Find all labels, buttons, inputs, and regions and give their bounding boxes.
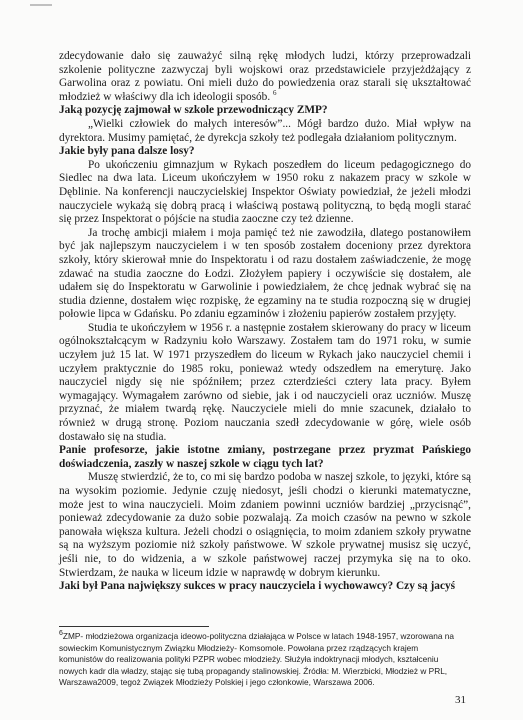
paragraph: Ja trochę ambicji miałem i moja pamięć też nie zawodziła, dlatego postanowiłem być jak najlepszym nauczycielem i w ten sposób zostałem doceniony przez dyrektora szkoły, który skierował mnie do Inspektoratu i od razu dostałem zaświadczenie, że mogę zdawać na studia zaoczne do Łodzi. Złożyłem papiery i oczywiście się dostałem, ale udałem się do Inspektoratu w Garwolinie i powiedziałem, że chcę jednak wybrać się na studia dzienne, dostałem więc rozpiskę, że egzaminy na te studia rozpoczną się w drugiej połowie lipca w Gdańsku. Po zdaniu egzaminów i złożeniu papierów zostałem przyjęty. <box>59 226 471 321</box>
footnote-number: 6 <box>59 630 63 638</box>
question-heading: Jakie były pana dalsze losy? <box>59 145 195 158</box>
footnote <box>59 631 472 689</box>
question-heading: Jaką pozycję zajmował w szkole przewodniczący ZMP? <box>59 104 328 117</box>
paragraph: Studia te ukończyłem w 1956 r. a następnie zostałem skierowany do pracy w liceum ogólnokształcącym w Radzyniu koło Warszawy. Zostałem tam do 1971 roku, w sumie uczyłem już 15 lat. W 1971 przyszedłem do liceum w Rykach jako nauczyciel chemii i uczyłem praktycznie do 1985 roku, ponieważ wtedy odszedłem na emeryturę. Jako nauczyciel nigdy się nie spóźniłem; przez czterdzieści cztery lata pracy. Byłem wymagający. Wymagałem zarówno od siebie, jak i od nauczycieli oraz uczniów. Muszę przyznać, że miałem twardą rękę. Nauczyciele mieli do mnie szacunek, działało to również w drugą stronę. Poziom nauczania szedł zdecydowanie w górę, wiele osób dostawało się na studia. <box>59 321 471 443</box>
footnote-line: sowieckim Komunistycznym Związku Młodzieży- Komsomole. Powołana przez rządzących krajem <box>59 642 419 653</box>
footnote-line: komunistów do realizowania polityki PZPR wobec młodzieży. Służyła indoktrynacji młodych, kształceniu <box>59 654 439 665</box>
paragraph: zdecydowanie dało się zauważyć silną rękę młodych ludzi, którzy przeprowadzali szkolenie polityczne zazwyczaj byli wojskowi oraz przedstawiciele przyjeżdżający z Garwolina oraz z powiatu. Oni mieli dużo do powiedzenia oraz starali się ukształtować młodzież w właściwy dla ich ideologii sposób. $^6$ <box>59 50 471 103</box>
footnote-line: nowych kadr dla władzy, stając się tubą propagandy stalinowskiej. Źródła: M. Wierzbicki, Młodzież w PRL, <box>59 665 448 676</box>
paragraph: Muszę stwierdzić, że to, co mi się bardzo podoba w naszej szkole, to języki, które są na wysokim poziomie. Jedynie czuję niedosyt, jeśli chodzi o kierunki matematyczne, może jest to wina nauczycieli. Moim zdaniem powinni uczniów bardziej „przycisnąć”, ponieważ zdecydowanie za dużo sobie pozwalają. Za moich czasów na pewno w szkole panowała większa kultura. Jeżeli chodzi o osiągnięcia, to moim zdaniem szkoły prywatne są na wyższym poziomie niż szkoły państwowe. W szkole prywatnej musisz się uczyć, jeśli nie, to do widzenia, a w szkole państwowej raczej przymyka się na to oko. Stwierdzam, że nauka w liceum idzie w naprawdę w dobrym kierunku. <box>59 471 471 579</box>
footnote-line: $^6$ZMP- młodzieżowa organizacja ideowo-polityczna działająca w Polsce w latach 1948-1957, wzorowana na <box>59 630 454 641</box>
paragraph: Po ukończeniu gimnazjum w Rykach poszedłem do liceum pedagogicznego do Siedlec na dwa lata. Liceum ukończyłem w 1950 roku z nakazem pracy w szkole w Dęblinie. Na konferencji nauczycielskiej Inspektor Oświaty powiedział, że jeżeli młodzi nauczyciele wykażą się dobrą pracą i właściwą postawą polityczną, to będą mogli starać się przez Inspektorat o pójście na studia zaoczne czy też dzienne. <box>59 158 471 226</box>
main-text <box>59 50 471 594</box>
scan-artifact <box>30 4 52 6</box>
footnote-line: Warszawa2009, tegoż Związek Młodzieży Polskiej i jego członkowie, Warszawa 2006. <box>59 677 375 688</box>
page-number: 31 <box>455 694 466 706</box>
question-heading: Jaki był Pana największy sukces w pracy nauczyciela i wychowawcy? Czy są jacyś <box>59 580 456 593</box>
paragraph: „Wielki człowiek do małych interesów”... Mógł bardzo dużo. Miał wpływ na dyrektora. Musimy pamiętać, że dyrekcja szkoły też podlegała działaniom politycznym. <box>59 117 471 144</box>
question-heading: Panie profesorze, jakie istotne zmiany, postrzegane przez pryzmat Pańskiego doświadczenia, zaszły w naszej szkole w ciągu tych lat? <box>59 444 471 470</box>
footnote-divider <box>59 626 209 627</box>
footnote-reference: 6 <box>272 89 277 98</box>
